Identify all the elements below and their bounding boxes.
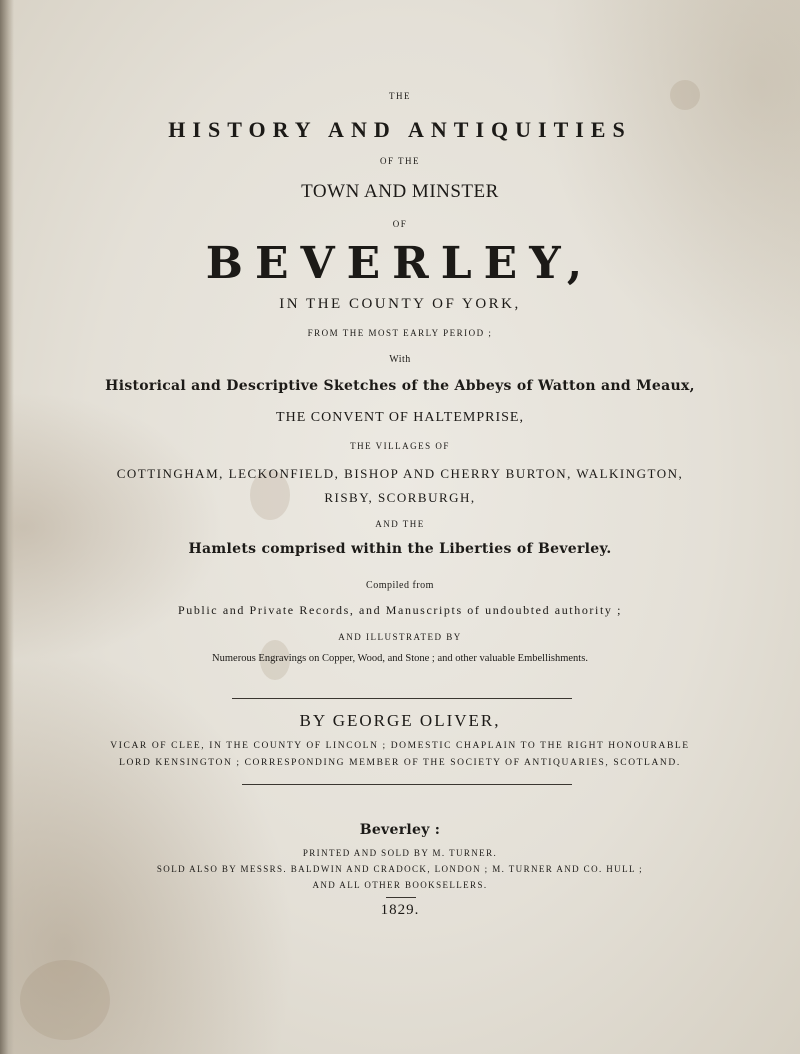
illustrated-by-label: AND ILLUSTRATED BY [338, 632, 462, 642]
of-the-label: OF THE [379, 156, 421, 166]
period-line: FROM THE MOST EARLY PERIOD ; [307, 328, 493, 338]
county-line: IN THE COUNTY OF YORK, [279, 296, 521, 312]
engravings-line: Numerous Engravings on Copper, Wood, and Stone ; and other valuable Embellishments. [212, 653, 588, 664]
the-label: THE [389, 91, 411, 101]
vicar-line-2: LORD KENSINGTON ; CORRESPONDING MEMBER OF THE SOCIETY OF ANTIQUARIES, SCOTLAND. [119, 758, 681, 768]
year-line: 1829. [380, 902, 420, 918]
town-minster-title: TOWN AND MINSTER [301, 181, 499, 202]
sketches-line: Historical and Descriptive Sketches of the Abbeys of Watton and Meaux, [105, 378, 695, 394]
printed-by-line: PRINTED AND SOLD BY M. TURNER. [302, 848, 498, 858]
short-rule [386, 897, 416, 898]
compiled-from-label: Compiled from [366, 580, 434, 591]
place-title: BEVERLEY, [205, 238, 595, 289]
and-the-label: AND THE [375, 519, 425, 529]
hamlets-line: Hamlets comprised within the Liberties of Beverley. [188, 541, 612, 557]
villages-of-label: THE VILLAGES OF [350, 441, 450, 451]
divider-rule-top [232, 698, 572, 699]
main-title: HISTORY AND ANTIQUITIES [168, 117, 632, 142]
of-label: OF [392, 219, 408, 229]
convent-line: THE CONVENT OF HALTEMPRISE, [276, 410, 524, 425]
foxing-stain [20, 960, 110, 1040]
sold-also-line: SOLD ALSO BY MESSRS. BALDWIN AND CRADOCK, LONDON ; M. TURNER AND CO. HULL ; [156, 864, 644, 874]
divider-rule-bottom [242, 784, 572, 785]
with-label: With [389, 354, 411, 365]
villages-line-2: RISBY, SCORBURGH, [324, 490, 476, 505]
vicar-line-1: VICAR OF CLEE, IN THE COUNTY OF LINCOLN ; DOMESTIC CHAPLAIN TO THE RIGHT HONOURABLE [110, 741, 690, 751]
records-line: Public and Private Records, and Manuscripts of undoubted authority ; [177, 603, 623, 617]
author-line: BY GEORGE OLIVER, [299, 711, 501, 730]
villages-line-1: COTTINGHAM, LECKONFIELD, BISHOP AND CHERRY BURTON, WALKINGTON, [116, 466, 684, 481]
imprint-place: Beverley : [359, 822, 441, 838]
booksellers-line: AND ALL OTHER BOOKSELLERS. [312, 880, 488, 890]
